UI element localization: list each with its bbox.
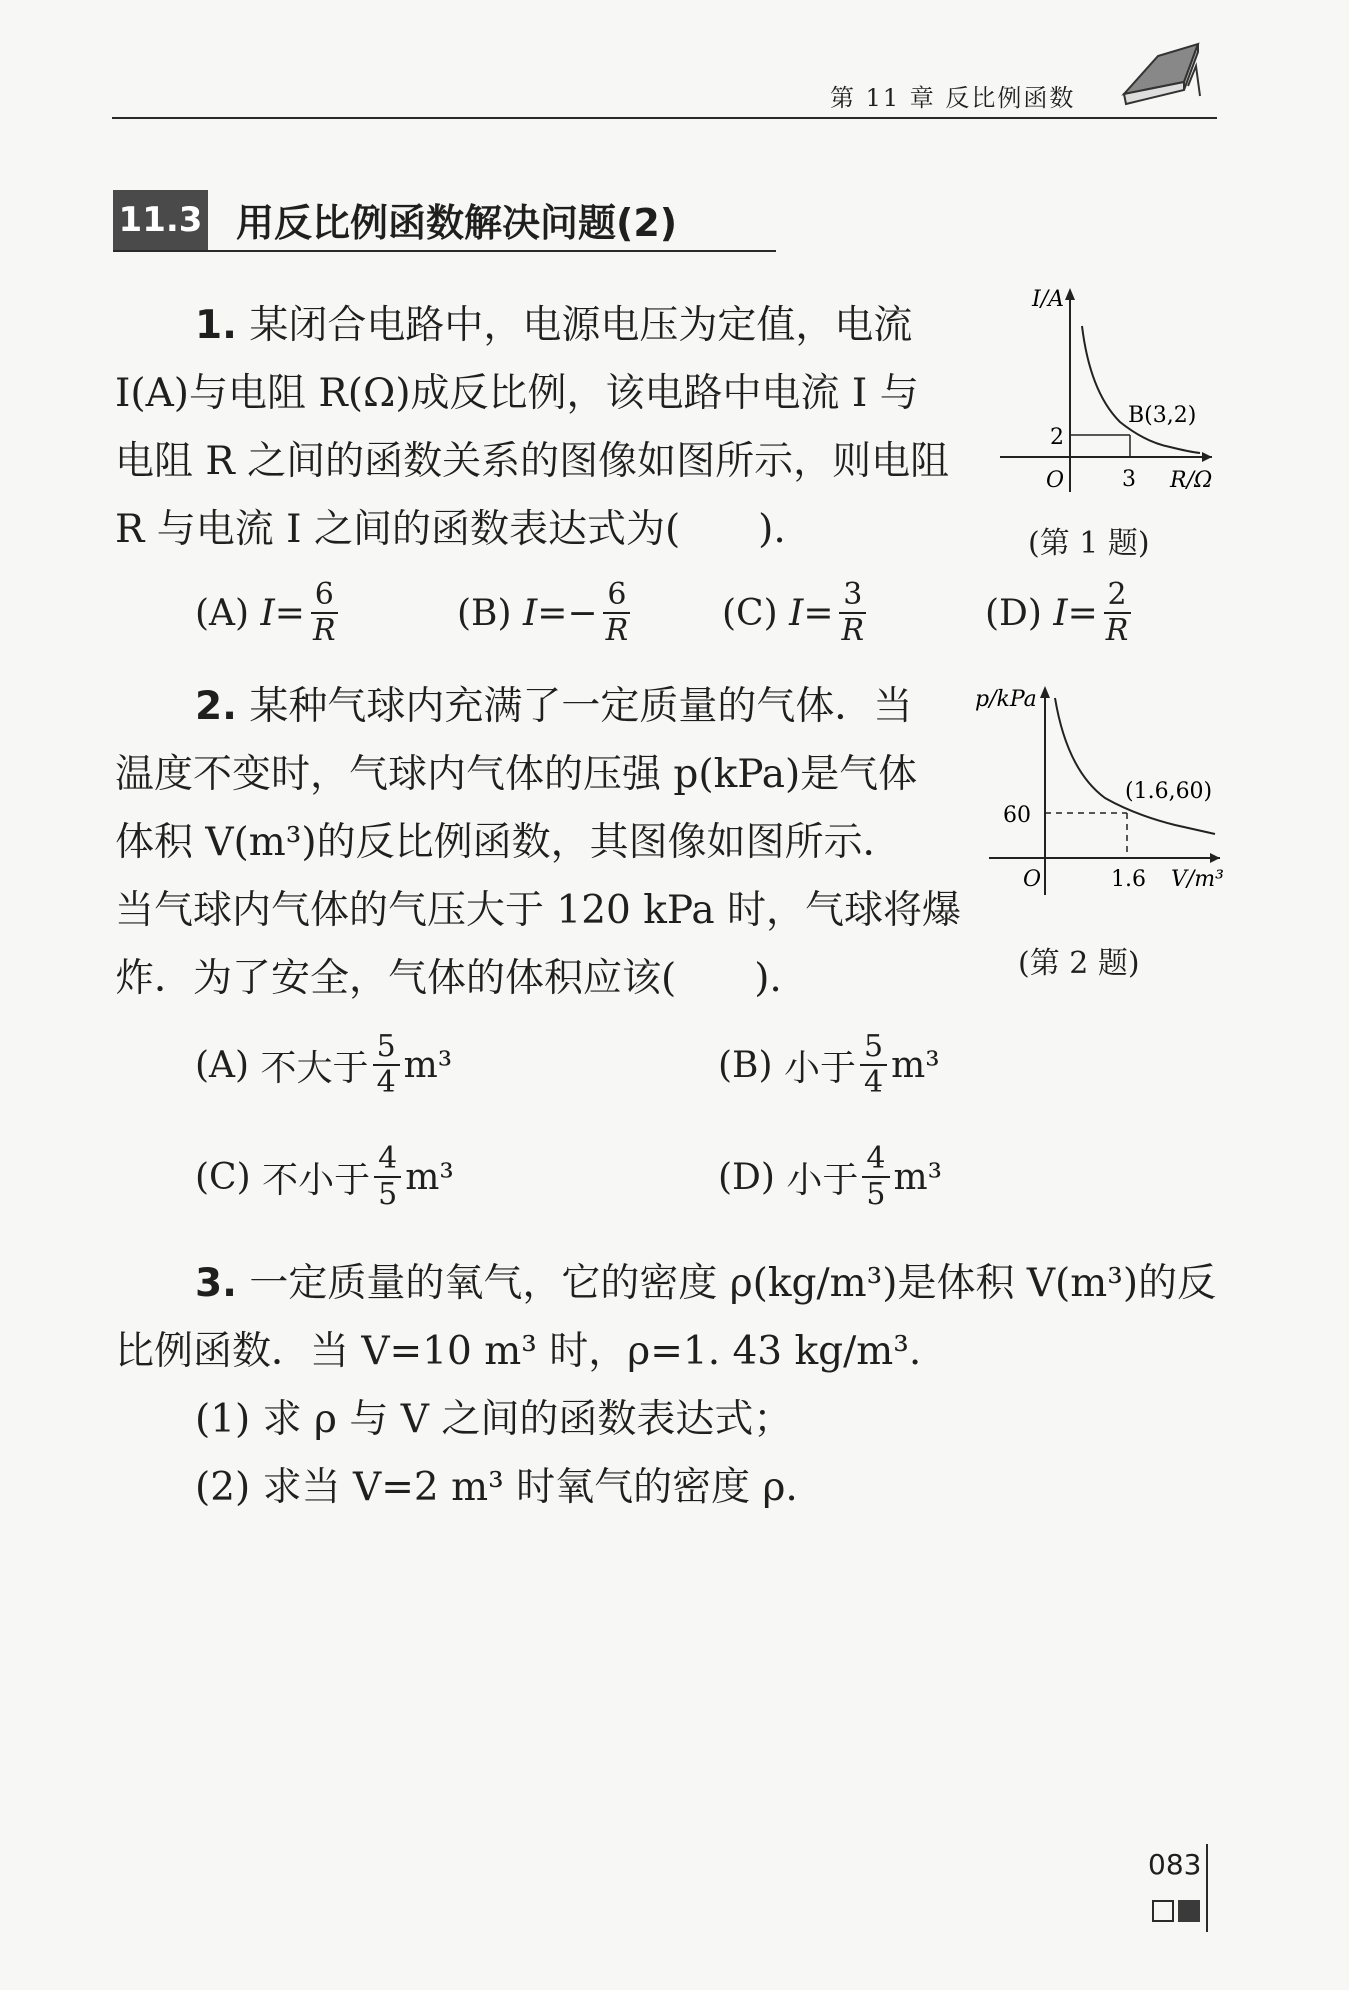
- outline-square-icon: [1152, 1900, 1174, 1922]
- x-axis-arrow: [1210, 853, 1220, 863]
- option-text: 不小于: [262, 1159, 371, 1201]
- x-tick-label: 1.6: [1111, 867, 1146, 892]
- y-tick-label: 60: [1003, 803, 1031, 828]
- fraction: [837, 578, 868, 648]
- numerator: 4: [862, 1142, 889, 1178]
- option-unit: m³: [891, 1044, 940, 1086]
- y-axis-arrow: [1065, 288, 1075, 300]
- option-unit: m³: [893, 1156, 943, 1198]
- q2-number: 2.: [195, 684, 237, 729]
- y-axis-arrow: [1040, 686, 1050, 698]
- option-text: 小于: [784, 1047, 857, 1089]
- fraction: [1102, 578, 1133, 648]
- numerator: 2: [1104, 578, 1131, 614]
- q2-option-a[interactable]: [195, 1030, 452, 1100]
- q1-option-d[interactable]: [985, 578, 1136, 648]
- denominator: R: [605, 613, 629, 648]
- option-label: (D): [718, 1156, 775, 1198]
- option-label: (D): [985, 592, 1042, 634]
- q1-option-c[interactable]: [722, 578, 872, 648]
- y-axis-label: p/kPa: [975, 687, 1037, 712]
- denominator: 4: [864, 1065, 884, 1100]
- q1-line3: 电阻 R 之间的函数关系的图像如图所示，则电阻: [115, 439, 950, 484]
- q1-line1: [195, 292, 912, 360]
- q2-figure: [975, 680, 1225, 900]
- q3-sub2: (2) 求当 V=2 m³ 时氧气的密度 ρ.: [195, 1465, 798, 1510]
- page-number: 083: [1148, 1848, 1202, 1881]
- section-title: 用反比例函数解决问题(2): [236, 201, 678, 245]
- x-axis-label: V/m³: [1171, 867, 1224, 892]
- option-label: (B): [718, 1044, 773, 1086]
- q2-line3: 体积 V(m³)的反比例函数，其图像如图所示．: [115, 820, 902, 865]
- numerator: 3: [839, 578, 866, 614]
- section-number: 11.3: [113, 190, 208, 250]
- denominator: 5: [378, 1177, 398, 1212]
- option-label: (C): [722, 592, 778, 634]
- option-text: 小于: [786, 1159, 859, 1201]
- q1-number: 1.: [195, 303, 237, 348]
- q2-caption: (第 2 题): [1018, 946, 1140, 981]
- numerator: 4: [374, 1142, 401, 1178]
- denominator: R: [841, 613, 865, 648]
- denominator: R: [312, 613, 336, 648]
- origin-label: O: [1023, 867, 1042, 892]
- fraction: [862, 1142, 889, 1212]
- q2-line5: 炸．为了安全，气体的体积应该( ).: [115, 956, 782, 1001]
- option-label: (C): [195, 1156, 251, 1198]
- book-icon: [1118, 36, 1202, 114]
- page-number-rule: [1206, 1844, 1208, 1932]
- fraction: [374, 1142, 401, 1212]
- fraction: [860, 1030, 887, 1100]
- q1-line2: I(A)与电阻 R(Ω)成反比例，该电路中电流 I 与: [115, 371, 919, 416]
- option-lhs: I=: [1053, 592, 1098, 634]
- q2-option-b[interactable]: [718, 1030, 940, 1100]
- x-tick-label: 3: [1122, 467, 1136, 492]
- option-unit: m³: [403, 1044, 453, 1086]
- q3-line2: 比例函数．当 V=10 m³ 时，ρ=1. 43 kg/m³.: [115, 1329, 922, 1374]
- denominator: 5: [866, 1177, 886, 1212]
- header-rule: [112, 117, 1217, 119]
- q1-figure: [990, 282, 1220, 492]
- denominator: 4: [376, 1065, 396, 1100]
- hyperbola-curve: [1082, 326, 1200, 453]
- option-label: (A): [195, 1044, 250, 1086]
- fraction: [309, 578, 340, 648]
- point-label: B(3,2): [1128, 403, 1197, 428]
- q1-line4: R 与电流 I 之间的函数表达式为( ).: [115, 507, 786, 552]
- numerator: 6: [311, 578, 338, 614]
- x-axis-label: R/Ω: [1170, 468, 1213, 492]
- denominator: R: [1105, 613, 1129, 648]
- numerator: 6: [603, 578, 630, 614]
- q1-caption: (第 1 题): [1028, 526, 1150, 561]
- fraction: [373, 1030, 400, 1100]
- q2-line1: [195, 673, 912, 741]
- q1-line1-text: 某闭合电路中，电源电压为定值，电流: [249, 303, 913, 348]
- numerator: 5: [860, 1030, 887, 1066]
- y-tick-label: 2: [1050, 425, 1064, 450]
- option-text: 不大于: [260, 1047, 369, 1089]
- numerator: 5: [373, 1030, 400, 1066]
- filled-square-icon: [1178, 1900, 1200, 1922]
- q2-line4: 当气球内气体的气压大于 120 kPa 时，气球将爆: [115, 888, 962, 933]
- y-axis-label: I/A: [1032, 287, 1064, 312]
- q3-line1-text: 一定质量的氧气，它的密度 ρ(kg/m³)是体积 V(m³)的反: [249, 1261, 1217, 1306]
- q1-option-b[interactable]: [457, 578, 636, 648]
- q2-option-d[interactable]: [718, 1142, 942, 1212]
- q3-line1: [195, 1250, 1216, 1318]
- option-label: (B): [457, 592, 512, 634]
- point-label: (1.6,60): [1125, 779, 1213, 804]
- q1-option-a[interactable]: [195, 578, 344, 648]
- origin-label: O: [1046, 468, 1065, 492]
- q3-sub1: (1) 求 ρ 与 V 之间的函数表达式；: [195, 1397, 793, 1442]
- q2-line2: 温度不变时，气球内气体的压强 p(kPa)是气体: [115, 752, 918, 797]
- chapter-header: 第 11 章 反比例函数: [830, 84, 1076, 112]
- option-lhs: I=: [260, 592, 305, 634]
- q2-line1-text: 某种气球内充满了一定质量的气体．当: [249, 684, 913, 729]
- option-lhs: I=−: [523, 592, 598, 634]
- section-rule: [113, 250, 776, 252]
- q2-option-c[interactable]: [195, 1142, 454, 1212]
- q3-number: 3.: [195, 1261, 237, 1306]
- fraction: [602, 578, 633, 648]
- option-label: (A): [195, 592, 250, 634]
- option-lhs: I=: [789, 592, 834, 634]
- option-unit: m³: [405, 1156, 454, 1198]
- x-axis-arrow: [1202, 452, 1212, 462]
